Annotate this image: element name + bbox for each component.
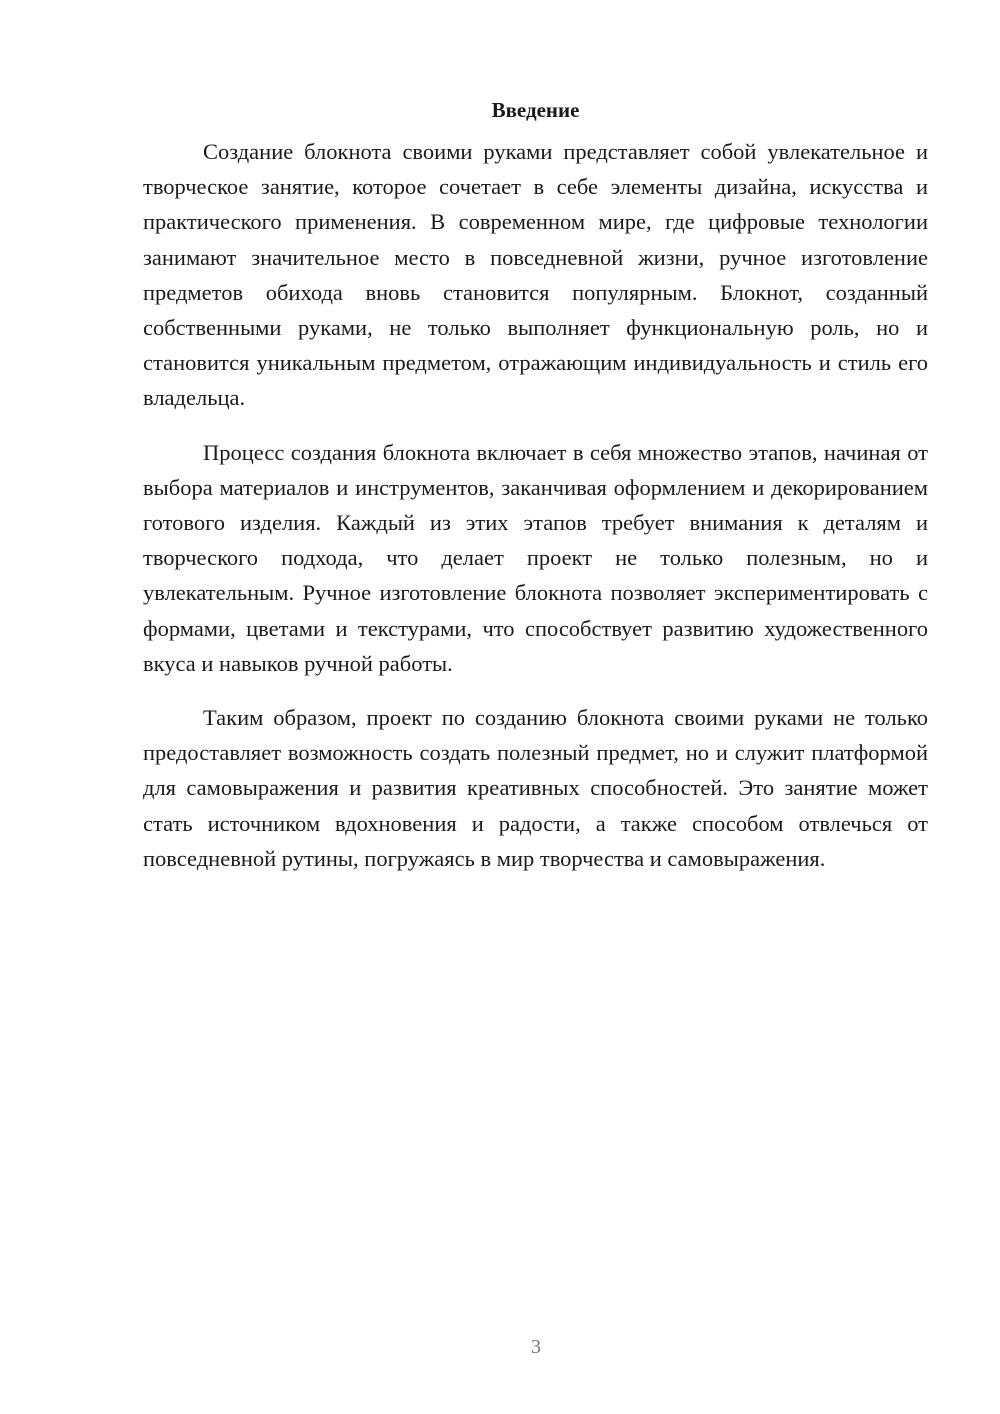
page-number: 3 <box>531 1336 541 1358</box>
paragraph-2: Процесс создания блокнота включает в себя множество этапов, начиная от выбора материалов и инструментов, заканчивая оформлением и декорированием готового изделия. Каждый из этих этапов требует внимания к деталям и творческого подхода, что делает проект не только полезным, но и увлекательным. Ручное изготовление блокнота позволяет экспериментировать с формами, цветами и текстурами, что способствует развитию художественного вкуса и навыков ручной работы. <box>143 439 928 676</box>
paragraph-1: Создание блокнота своими руками представляет собой увлекательное и творческое занятие, которое сочетает в себе элементы дизайна, искусства и практического применения. В современном мире, где цифровые технологии занимают значительное место в повседневной жизни, ручное изготовление предметов обихода вновь становится популярным. Блокнот, созданный собственными руками, не только выполняет функциональную роль, но и становится уникальным предметом, отражающим индивидуальность и стиль его владельца. <box>143 139 928 411</box>
section-heading: Введение <box>491 98 580 122</box>
paragraph-3: Таким образом, проект по созданию блокнота своими руками не только предоставляет возможность создать полезный предмет, но и служит платформой для самовыражения и развития креативных способностей. Это занятие может стать источником вдохновения и радости, а также способом отвлечься от повседневной рутины, погружаясь в мир творчества и самовыражения. <box>143 705 928 871</box>
page-content <box>143 92 928 895</box>
